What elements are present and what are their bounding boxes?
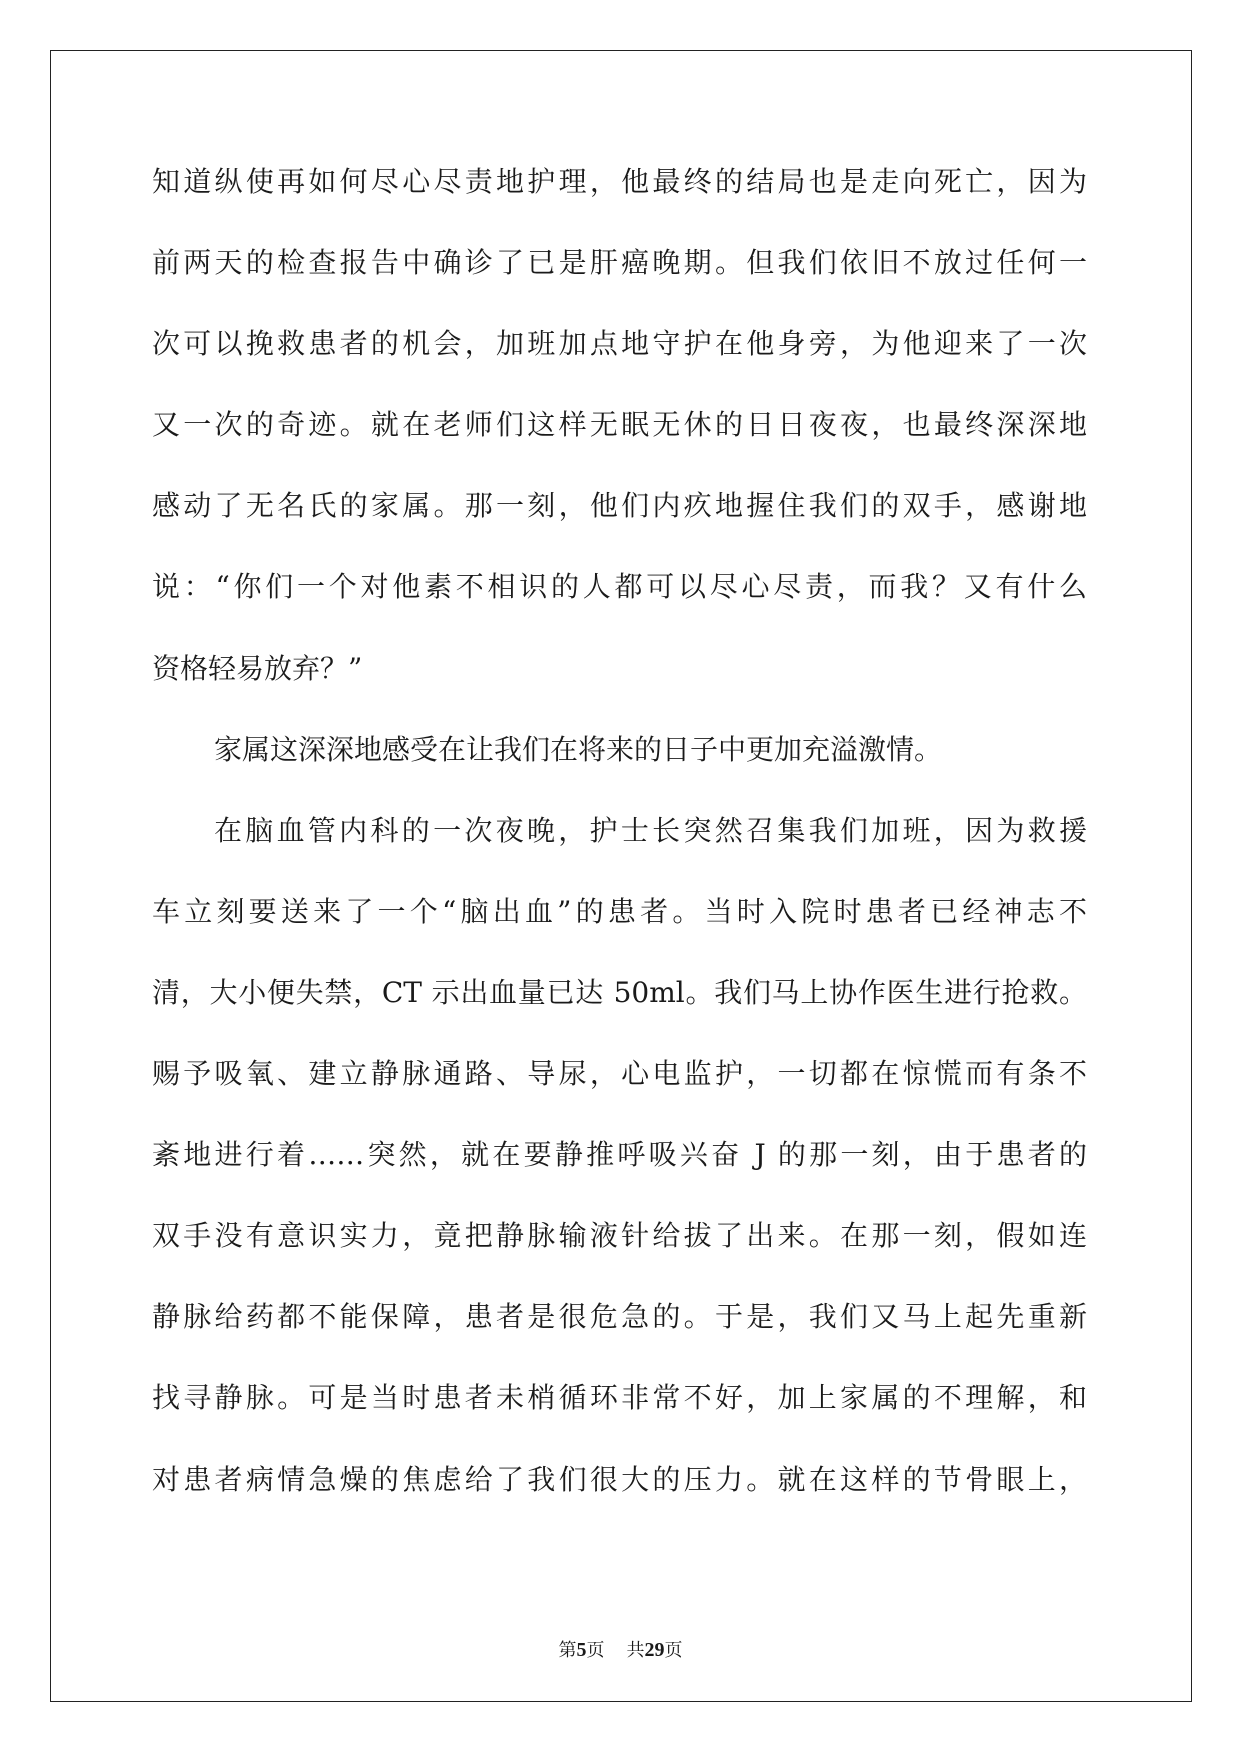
paragraph-first-line: 在脑血管内科的一次夜晚，护士长突然召集我们加班，因为救援 [214, 813, 1087, 847]
total-prefix: 共 [626, 1640, 645, 1661]
text-line: 资格轻易放弃？” [152, 651, 363, 685]
page-prefix: 第 [558, 1640, 577, 1661]
page-number: 5 [576, 1639, 587, 1661]
total-suffix: 页 [664, 1640, 683, 1661]
page-suffix: 页 [586, 1640, 605, 1661]
text-line: 感动了无名氏的家属。那一刻，他们内疚地握住我们的双手，感谢地 [152, 489, 1087, 523]
text-line: 次可以挽救患者的机会，加班加点地守护在他身旁，为他迎来了一次 [152, 327, 1087, 361]
text-line: 紊地进行着……突然，就在要静推呼吸兴奋 J 的那一刻，由于患者的 [152, 1138, 1087, 1172]
text-line: 车立刻要送来了一个“脑出血”的患者。当时入院时患者已经神志不 [152, 894, 1087, 928]
text-line: 说：“你们一个对他素不相识的人都可以尽心尽责，而我？又有什么 [152, 570, 1087, 604]
text-line: 对患者病情急燥的焦虑给了我们很大的压力。就在这样的节骨眼上， [152, 1462, 1087, 1496]
paragraph-first-line: 家属这深深地感受在让我们在将来的日子中更加充溢激情。 [214, 732, 943, 766]
text-line: 清，大小便失禁，CT 示出血量已达 50ml。我们马上协作医生进行抢救。 [152, 975, 1087, 1009]
text-line: 双手没有意识实力，竟把静脉输液针给拔了出来。在那一刻，假如连 [152, 1219, 1087, 1253]
text-line: 静脉给药都不能保障，患者是很危急的。于是，我们又马上起先重新 [152, 1300, 1087, 1334]
text-line: 找寻静脉。可是当时患者未梢循环非常不好，加上家属的不理解，和 [152, 1381, 1087, 1415]
page-footer [0, 1636, 1241, 1662]
text-line: 前两天的检查报告中确诊了已是肝癌晚期。但我们依旧不放过任何一 [152, 246, 1087, 280]
total-pages: 29 [644, 1639, 665, 1661]
document-body [152, 162, 1087, 1541]
text-line: 知道纵使再如何尽心尽责地护理，他最终的结局也是走向死亡，因为 [152, 165, 1087, 198]
text-line: 赐予吸氧、建立静脉通路、导尿，心电监护，一切都在惊慌而有条不 [152, 1057, 1087, 1091]
text-line: 又一次的奇迹。就在老师们这样无眠无休的日日夜夜，也最终深深地 [152, 408, 1087, 442]
